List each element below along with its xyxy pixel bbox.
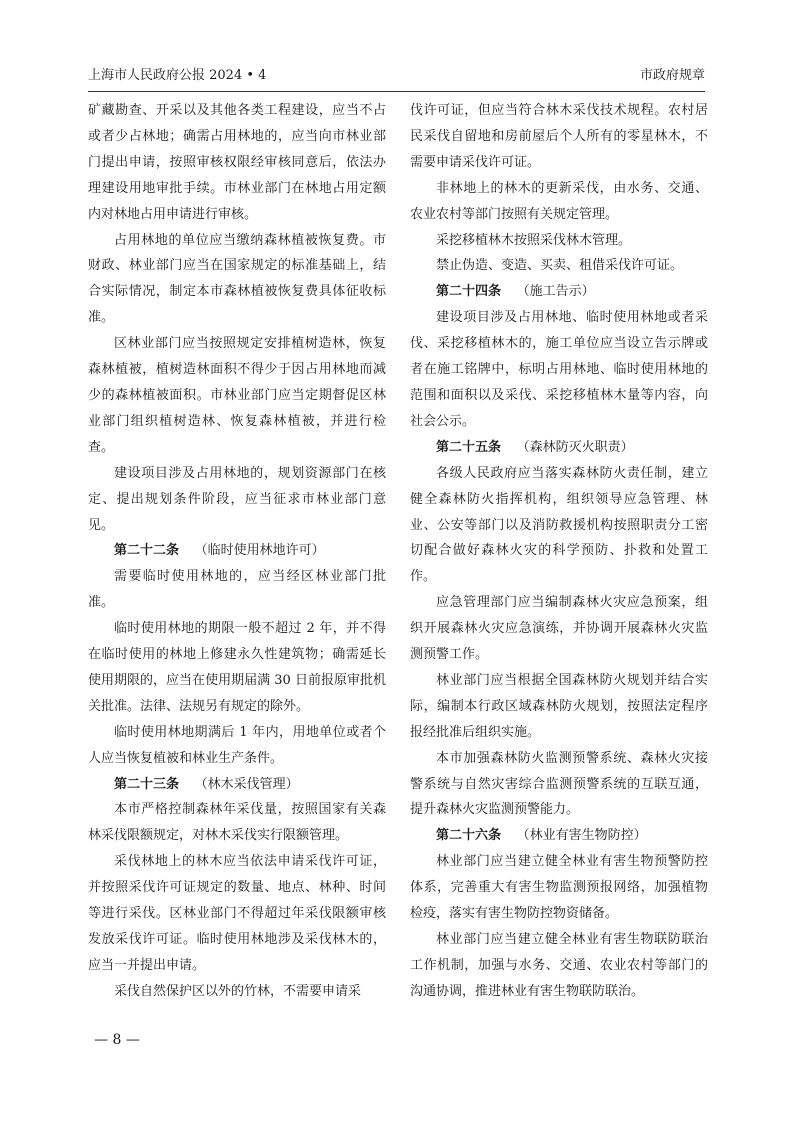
paragraph: 林业部门应当建立健全林业有害生物预警防控体系，完善重大有害生物监测预报网络，加强植物检疫，落实有害生物防控物资储备。 xyxy=(410,854,708,922)
article-number: 第二十五条 xyxy=(436,439,502,455)
paragraph: 本市加强森林防火监测预警系统、森林火灾接警系统与自然灾害综合监测预警系统的互联互通，提升森林火灾监测预警能力。 xyxy=(410,750,708,818)
paragraph: 林业部门应当建立健全林业有害生物联防联治工作机制，加强与水务、交通、农业农村等部门的沟通协调，推进林业有害生物联防联治。 xyxy=(410,932,708,999)
article-heading xyxy=(410,279,708,305)
section-title: 市政府规章 xyxy=(639,68,705,83)
paragraph: 本市严格控制森林年采伐量，按照国家有关森林采伐限额规定，对林木采伐实行限额管理。 xyxy=(88,802,386,844)
article-heading xyxy=(410,823,708,849)
paragraph: 伐许可证，但应当符合林木采伐技术规程。农村居民采伐自留地和房前屋后个人所有的零星林木，不需要申请采伐许可证。 xyxy=(410,103,708,170)
page-header xyxy=(88,66,705,86)
paragraph: 非林地上的林木的更新采伐，由水务、交通、农业农村等部门按照有关规定管理。 xyxy=(410,180,708,222)
left-column xyxy=(88,98,386,1005)
paragraph: 建设项目涉及占用林地、临时使用林地或者采伐、采挖移植林木的，施工单位应当设立告示牌或者在施工铭牌中，标明占用林地、临时使用林地的范围和面积以及采伐、采挖移植林木量等内容，向社会公示。 xyxy=(410,310,708,429)
paragraph: 建设项目涉及占用林地的，规划资源部门在核定、提出规划条件阶段，应当征求市林业部门意见。 xyxy=(88,465,386,533)
journal-title: 上海市人民政府公报 2024 • 4 xyxy=(88,68,267,83)
paragraph: 需要临时使用林地的，应当经区林业部门批准。 xyxy=(88,569,386,611)
paragraph: 临时使用林地的期限一般不超过 2 年，并不得在临时使用的林地上修建永久性建筑物；确需延长使用期限的，应当在使用期届满 30 日前报原审批机关批准。法律、法规另有规定的除外。 xyxy=(88,621,386,714)
article-title: （林业有害生物防控） xyxy=(516,828,647,844)
header-divider xyxy=(88,91,705,92)
article-heading xyxy=(88,538,386,564)
paragraph: 林业部门应当根据全国森林防火规划并结合实际，编制本行政区域森林防火规划，按照法定程序报经批准后组织实施。 xyxy=(410,672,708,740)
article-number: 第二十三条 xyxy=(114,776,180,792)
article-number: 第二十四条 xyxy=(436,284,502,300)
article-title: （森林防灭火职责） xyxy=(516,439,634,455)
article-title: （施工告示） xyxy=(516,284,595,300)
paragraph: 禁止伪造、变造、买卖、租借采伐许可证。 xyxy=(436,258,684,274)
paragraph: 区林业部门应当按照规定安排植树造林，恢复森林植被，植树造林面积不得少于因占用林地而减少的森林植被面积。市林业部门应当定期督促区林业部门组织植树造林、恢复森林植被，并进行检查。 xyxy=(88,336,386,455)
paragraph: 临时使用林地期满后 1 年内，用地单位或者个人应当恢复植被和林业生产条件。 xyxy=(88,724,386,766)
right-column xyxy=(410,98,708,1005)
paragraph: 矿藏勘查、开采以及其他各类工程建设，应当不占或者少占林地；确需占用林地的，应当向市林业部门提出申请，按照审核权限经审核同意后，依法办理建设用地审批手续。市林业部门在林地占用定额内对林地占用申请进行审核。 xyxy=(88,103,386,222)
paragraph: 占用林地的单位应当缴纳森林植被恢复费。市财政、林业部门应当在国家规定的标准基础上，结合实际情况，制定本市森林植被恢复费具体征收标准。 xyxy=(88,232,386,326)
article-number: 第二十二条 xyxy=(114,543,180,559)
article-number: 第二十六条 xyxy=(436,828,502,844)
article-title: （林木采伐管理） xyxy=(194,776,299,792)
paragraph: 采挖移植林木按照采伐林木管理。 xyxy=(436,232,632,248)
paragraph: 应急管理部门应当编制森林火灾应急预案，组织开展森林火灾应急演练，并协调开展森林火灾监测预警工作。 xyxy=(410,595,708,663)
page-number: — 8 — xyxy=(94,1032,140,1048)
paragraph: 采伐自然保护区以外的竹林，不需要申请采 xyxy=(114,983,362,999)
article-title: （临时使用林地许可） xyxy=(194,543,325,559)
article-heading xyxy=(88,772,386,798)
paragraph: 采伐林地上的林木应当依法申请采伐许可证，并按照采伐许可证规定的数量、地点、林种、时间等进行采伐。区林业部门不得超过年采伐限额审核发放采伐许可证。临时使用林地涉及采伐林木的，应当一并提出申请。 xyxy=(88,854,386,973)
article-heading xyxy=(410,435,708,461)
paragraph: 各级人民政府应当落实森林防火责任制，建立健全森林防火指挥机构，组织领导应急管理、林业、公安等部门以及消防救援机构按照职责分工密切配合做好森林火灾的科学预防、扑救和处置工作。 xyxy=(410,465,708,585)
